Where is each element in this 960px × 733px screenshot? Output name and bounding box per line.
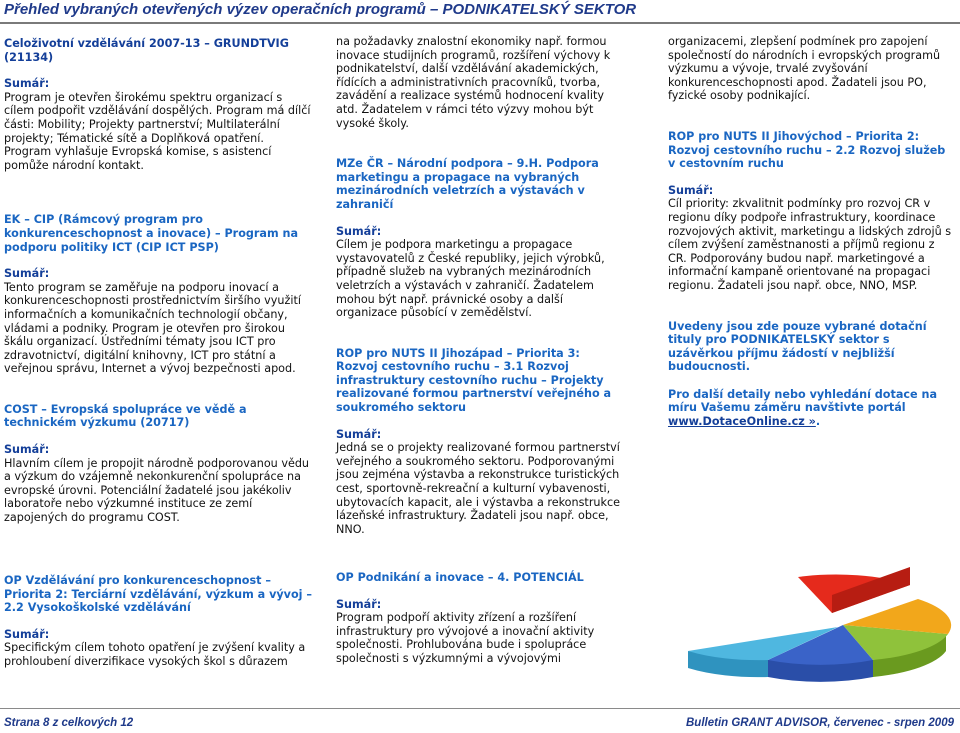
summary-label: Sumář:: [336, 597, 382, 611]
section-text: Jedná se o projekty realizované formou partnerství veřejného a soukromého sektoru. Podporovanými jsou zejména výstavba a rekonstrukce turistických cest, sportovně-rekreační a kulturní vybavenosti, ubytovacích kapacit, ale i výstavba a rekonstrukce lázeňské infrastruktury. Žadateli jsou např. obce, NNO.: [336, 441, 621, 536]
footer-divider: [0, 708, 960, 709]
section-title: OP Vzdělávání pro konkurenceschopnost – Priorita 2: Terciární vzdělávání, výzkum a vývoj – 2.2 Vysokoškolské vzdělávání: [4, 574, 312, 615]
summary-label: Sumář:: [668, 183, 714, 197]
section-title: OP Podnikání a inovace – 4. POTENCIÁL: [336, 571, 584, 584]
dotaceonline-link[interactable]: www.DotaceOnline.cz »: [668, 415, 816, 429]
column-1-bottom: [4, 574, 314, 669]
page-title: Přehled vybraných otevřených výzev operačních programů – PODNIKATELSKÝ SEKTOR: [4, 1, 637, 18]
section-text: Program je otevřen širokému spektru organizací s cílem podpořit vzdělávání dospělých. Program má dílčí části: Mobility; Projekty partnerství; Multilaterální projekty; Tématické sítě a Doplňková opatření. Program vyhlašuje Evropská komise, s asistencí pomůže národní kontakt.: [4, 90, 311, 172]
info-note-portal: [668, 388, 954, 429]
page-header: [0, 0, 960, 24]
bulletin-name: Bulletin GRANT ADVISOR, červenec - srpen 2009: [686, 717, 954, 729]
section-title: ROP pro NUTS II Jihovýchod – Priorita 2: Rozvoj cestovního ruchu – 2.2 Rozvoj služeb v cestovním ruchu: [668, 129, 946, 171]
column-1: [4, 37, 314, 525]
summary-label: Sumář:: [4, 267, 50, 281]
info-note: Uvedeny jsou zde pouze vybrané dotační tituly pro PODNIKATELSKÝ sektor s uzávěrkou příjmu žádostí v nejbližší budoucnosti.: [668, 319, 927, 374]
column-2: [336, 35, 622, 536]
column-3: [668, 35, 954, 429]
section-text: Cílem je podpora marketingu a propagace vystavovatelů z České republiky, jejich výrobků, případně služeb na vybraných mezinárodních veletrzích a výstavách v zahraničí. Žadatelem mohou být např. právnické osoby a další organizace působící v zemědělství.: [336, 238, 605, 320]
section-title: EK – CIP (Rámcový program pro konkurenceschopnost a inovace) – Program na podporu politiky ICT (CIP ICT PSP): [4, 213, 299, 254]
section-title: COST – Evropská spolupráce ve vědě a technickém výzkumu (20717): [4, 402, 247, 430]
summary-label: Sumář:: [4, 627, 50, 641]
info-note-end: .: [815, 415, 821, 429]
summary-label: Sumář:: [4, 77, 50, 91]
section-title: MZe ČR – Národní podpora – 9.H. Podpora marketingu a propagace na vybraných mezinárodních veletrzích a výstavách v zahraničí: [336, 157, 599, 211]
column-2-bottom: [336, 571, 622, 666]
summary-label: Sumář:: [4, 443, 50, 457]
pie-3d-graphic: [688, 567, 951, 682]
section-text-continued: organizacemi, zlepšení podmínek pro zapojení společností do národních i evropských programů výzkumu a vývoje, trvalé zvyšování konkurenceschopnosti apod. Žadateli jsou PO, fyzické osoby podnikající.: [668, 35, 941, 103]
section-text: Specifickým cílem tohoto opatření je zvýšení kvality a prohloubení diverzifikace vysokých škol s důrazem: [4, 641, 306, 668]
section-text-continued: na požadavky znalostní ekonomiky např. formou inovace studijních programů, rozšíření výchovy k podnikatelství, další vzdělávání akademických, řídících a administrativních pracovníků, tvorba, zavádění a realizace systémů hodnocení kvality atd. Žadatelem v rámci této výzvy mohou být vysoké školy.: [336, 35, 611, 130]
section-text: Tento program se zaměřuje na podporu inovací a konkurenceschopnosti prostřednictvím širšího využití informačních a komunikačních technologií občany, vládami a podniky. Program je otevřen pro širokou škálu organizací. Ústředními tématy jsou ICT pro zdravotnictví, digitální knihovny, ICT pro státní a veřejnou správu, Internet a vývoj bezpečnosti apod.: [4, 280, 301, 376]
section-text: Program podpoří aktivity zřízení a rozšíření infrastruktury pro vývojové a inovační aktivity společnosti. Prohlubována bude i spolupráce společnosti s výzkumnými a vývojovými: [336, 611, 595, 665]
section-text: Hlavním cílem je propojit národně podporovanou vědu a výzkum do vzájemně nekonkurenční spolupráce na evropské úrovni. Potenciální žadatelé jsou jakékoliv laboratoře nebo výzkumné instituce ze zemí zapojených do programu COST.: [4, 456, 310, 525]
section-title: Celoživotní vzdělávání 2007-13 – GRUNDTVIG (21134): [4, 37, 289, 64]
page-number: Strana 8 z celkových 12: [4, 717, 134, 729]
summary-label: Sumář:: [336, 224, 382, 238]
section-title: ROP pro NUTS II Jihozápad – Priorita 3: Rozvoj cestovního ruchu – 3.1 Rozvoj infrastruktury cestovního ruchu – Projekty realizované formou partnerství veřejného a soukromého sektoru: [336, 346, 612, 415]
summary-label: Sumář:: [336, 427, 382, 441]
pie-chart-illustration: [648, 555, 960, 705]
info-note-text: Pro další detaily nebo vyhledání dotace na míru Vašemu záměru navštivte portál: [668, 387, 938, 415]
section-text: Cíl priority: zkvalitnit podmínky pro rozvoj CR v regionu díky podpoře infrastruktury, koordinace rozvojových aktivit, marketingu a lidských zdrojů s cílem zvýšení zaměstnanosti a příjmů regionu z CR. Podporovány budou např. marketingové a informační kampaně orientované na propagaci regionu. Žadateli jsou např. obce, NNO, MSP.: [668, 197, 952, 292]
